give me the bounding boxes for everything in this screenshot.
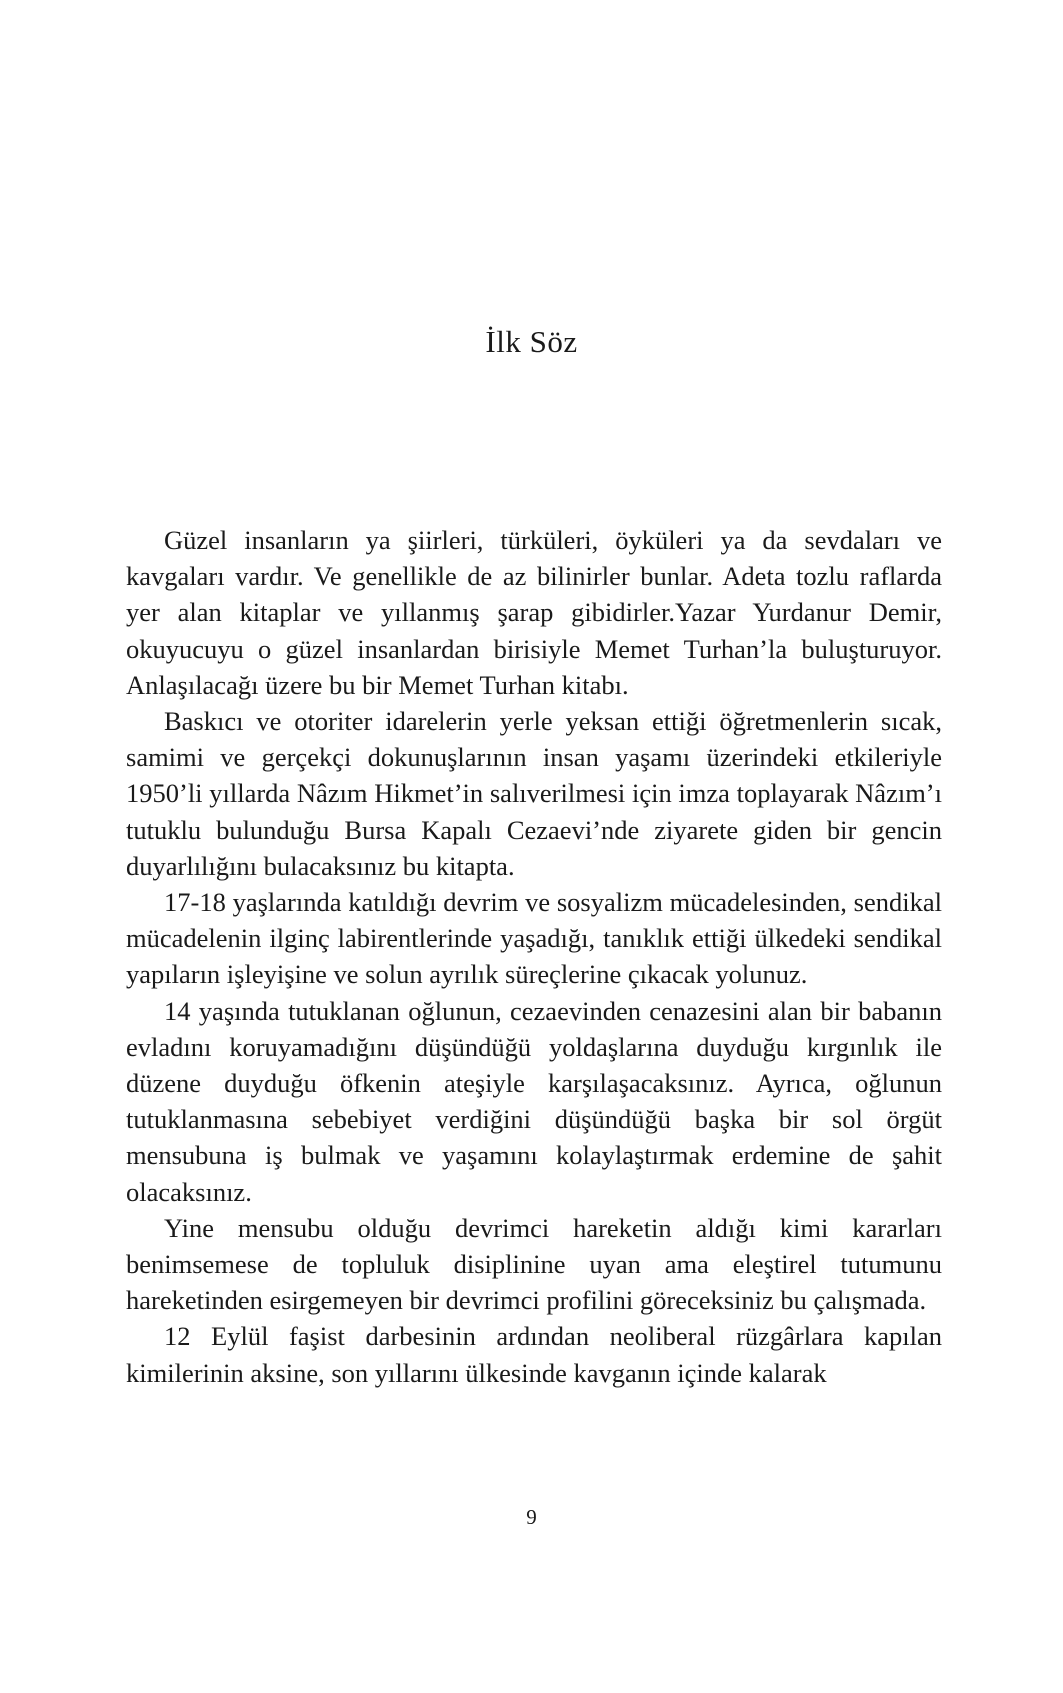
paragraph: Güzel insanların ya şiirleri, türküleri, öyküleri ya da sevdaları ve kavgaları vardır. Ve genellikle de az bilinirler bunlar. Adeta tozlu raflarda yer alan kitaplar ve yıllanmış şarap gibidirler.Yazar Yurdanur Demir, okuyucuyu o güzel insanlardan birisiyle Memet Turhan’la buluşturuyor. Anlaşılacağı üzere bu bir Memet Turhan kitabı. [126,525,942,700]
paragraph: 14 yaşında tutuklanan oğlunun, cezaevinden cenazesini alan bir babanın evladını koruyamadığını düşündüğü yoldaşlarına duyduğu kırgınlık ile düzene duyduğu öfkenin ateşiyle karşılaşacaksınız. Ayrıca, oğlunun tutuklanmasına sebebiyet verdiğini düşündüğü başka bir sol örgüt mensubuna iş bulmak ve yaşamını kolaylaştırmak erdemine de şahit olacaksınız. [126,995,942,1207]
paragraph: Baskıcı ve otoriter idarelerin yerle yeksan ettiği öğretmenlerin sıcak, samimi ve gerçekçi dokunuşlarının insan yaşamı üzerindeki etkileriyle 1950’li yıllarda Nâzım Hikmet’in salıverilmesi için imza toplayarak Nâzım’ı tutuklu bulunduğu Bursa Kapalı Cezaevi’nde ziyarete giden bir gencin duyarlılığını bulacaksınız bu kitapta. [126,706,942,881]
chapter-title: İlk Söz [485,324,578,359]
paragraph: 17-18 yaşlarında katıldığı devrim ve sosyalizm mücadelesinden, sendikal mücadelenin ilginç labirentlerinde yaşadığı, tanıklık ettiği ülkedeki sendikal yapıların işleyişine ve solun ayrılık süreçlerine çıkacak yolunuz. [126,887,942,990]
paragraph: 12 Eylül faşist darbesinin ardından neoliberal rüzgârlara kapılan kimilerinin aksine, son yıllarını ülkesinde kavganın içinde kalarak [126,1321,942,1388]
paragraph: Yine mensubu olduğu devrimci hareketin aldığı kimi kararları benimsemese de topluluk disiplinine uyan ama eleştirel tutumunu hareketinden esirgemeyen bir devrimci profilini göreceksiniz bu çalışmada. [126,1212,942,1316]
page-number: 9 [526,1505,537,1529]
body-text [126,522,942,1391]
